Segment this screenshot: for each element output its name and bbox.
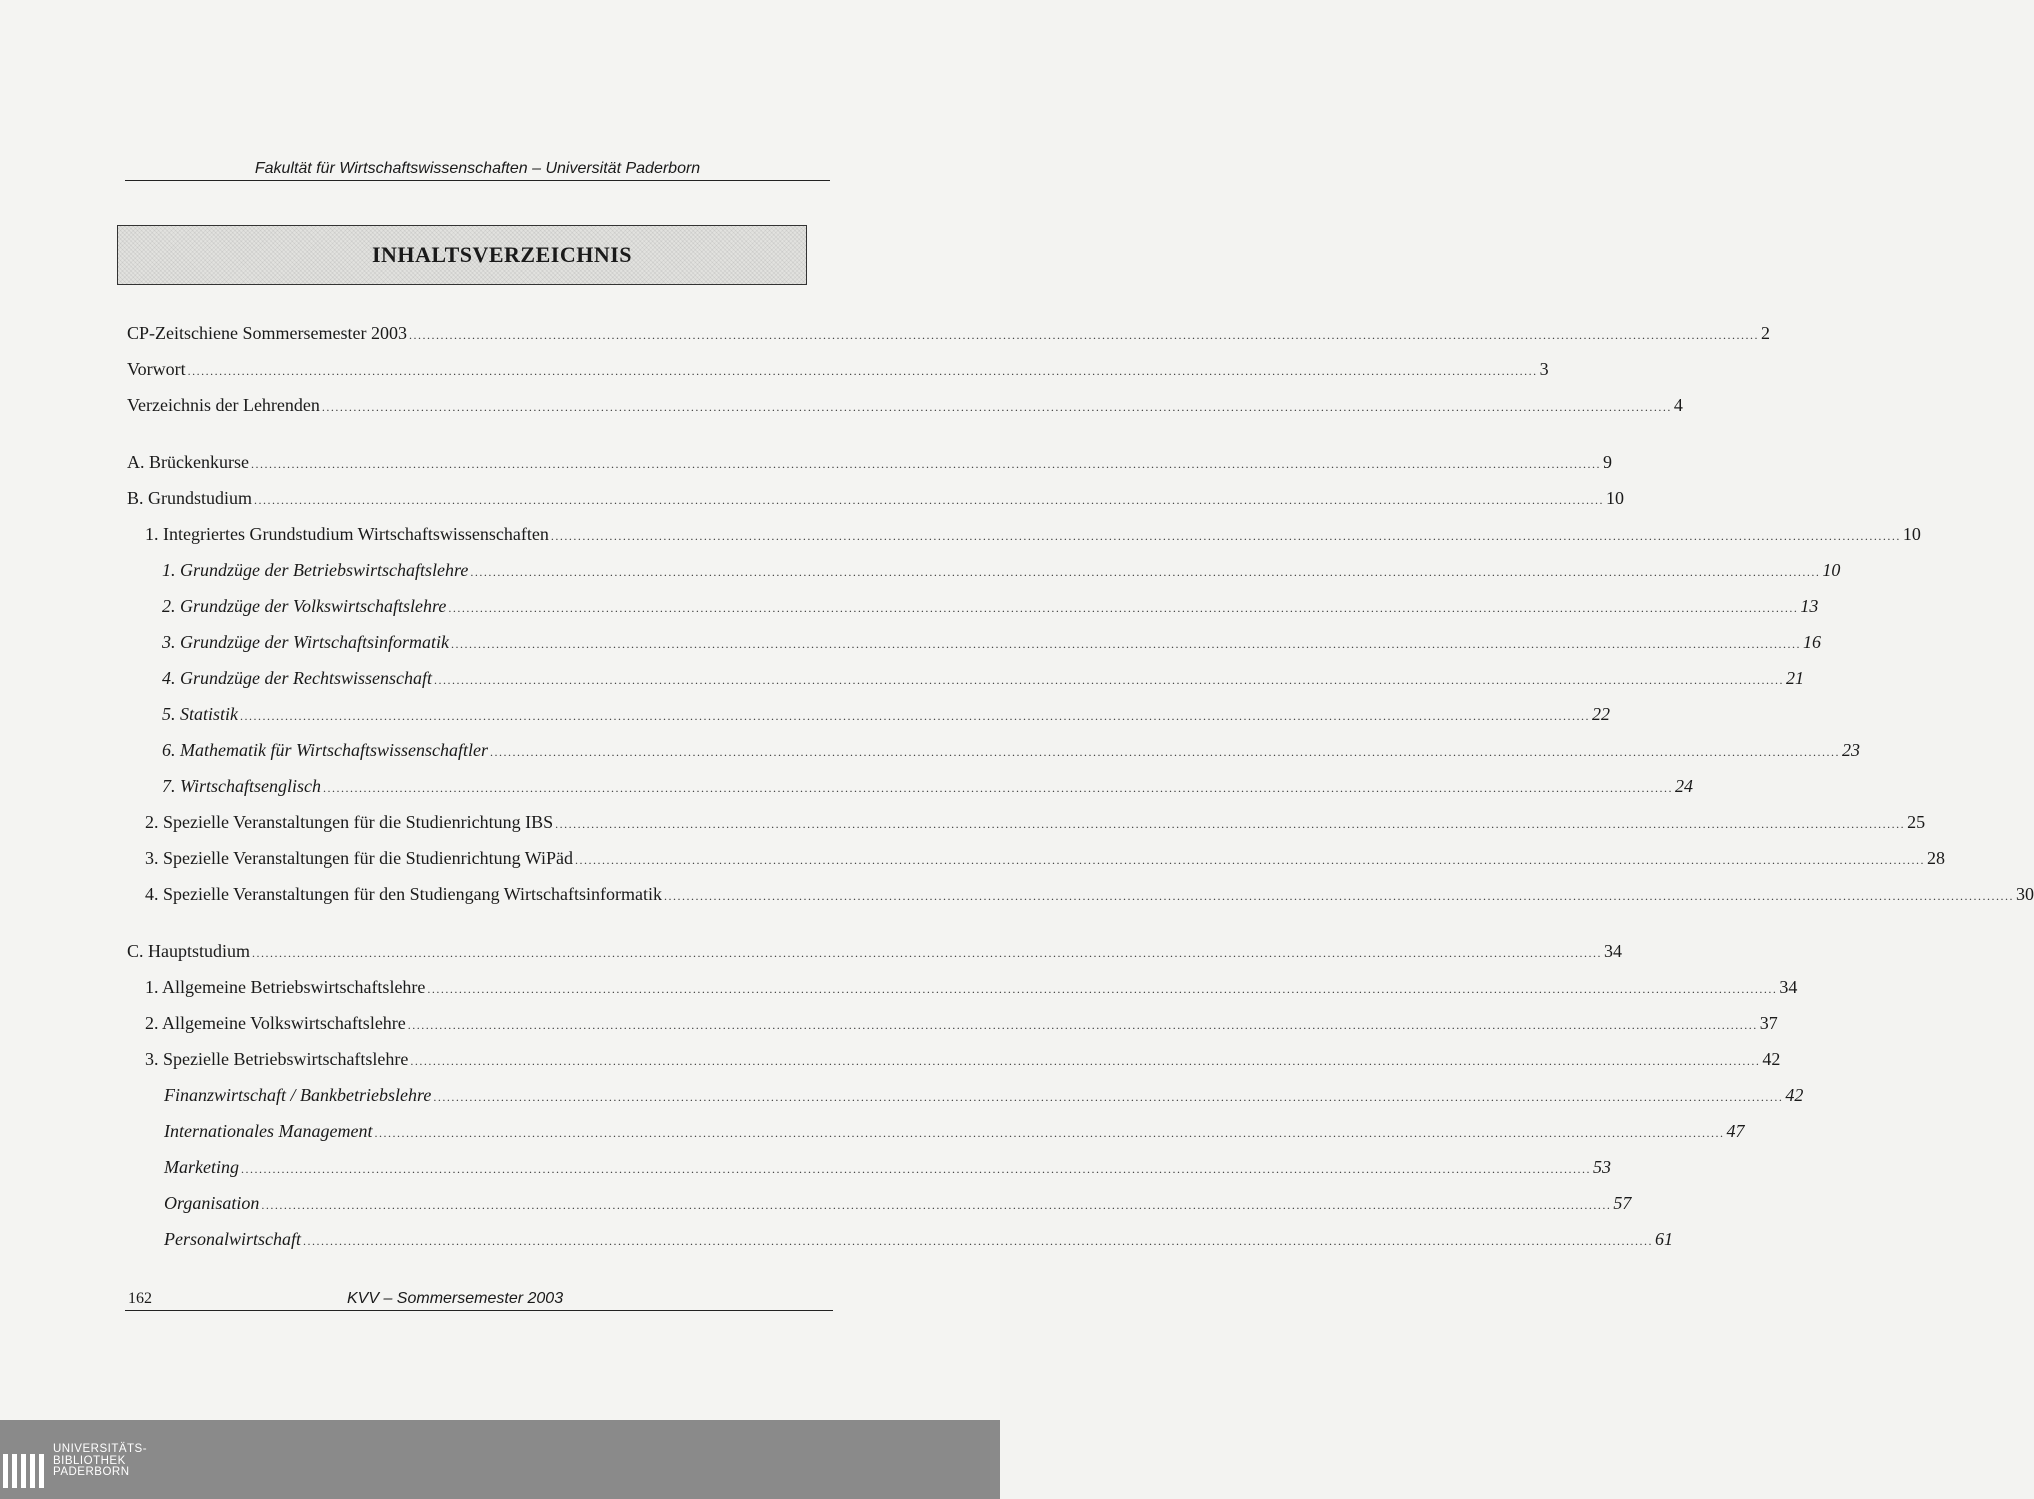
running-footer-text: KVV – Sommersemester 2003 <box>347 1290 564 1307</box>
toc-entry <box>145 1011 1778 1035</box>
toc-entry <box>162 738 1860 762</box>
toc-entry-label: 6. Mathematik für Wirtschaftswissenschaftler <box>162 740 488 760</box>
toc-entry <box>162 558 1841 582</box>
toc-entry-page: 28 <box>1927 848 1946 868</box>
library-banner <box>0 1420 1000 1499</box>
toc-entry <box>164 1155 1611 1179</box>
toc-leader-dots: ............................................................................................................................................................................................................................................................................................................ <box>448 601 1799 615</box>
toc-entry-page: 24 <box>1675 776 1693 796</box>
toc-leader-dots: ............................................................................................................................................................................................................................................................................................................ <box>240 1162 1591 1176</box>
library-name <box>53 1444 147 1479</box>
toc-entry <box>162 702 1610 726</box>
toc-entry <box>127 357 1549 381</box>
toc-entry-label: Marketing <box>164 1157 239 1177</box>
toc-entry-page: 57 <box>1613 1193 1632 1213</box>
running-header <box>125 158 830 181</box>
toc-entry-page: 22 <box>1592 704 1610 724</box>
toc-leader-dots: ............................................................................................................................................................................................................................................................................................................ <box>187 364 1538 378</box>
toc-entry-label: Personalwirtschaft <box>164 1229 302 1249</box>
toc-entry <box>145 846 1946 870</box>
toc-entry-label: 2. Spezielle Veranstaltungen für die Studienrichtung IBS <box>145 812 554 832</box>
toc-entry-label: 5. Statistik <box>162 704 238 724</box>
toc-leader-dots: ............................................................................................................................................................................................................................................................................................................ <box>490 745 1840 759</box>
toc-entry-label: 3. Grundzüge der Wirtschaftsinformatik <box>162 632 449 652</box>
toc-entry-page: 10 <box>1606 488 1625 508</box>
library-line-2: BIBLIOTHEK <box>53 1454 126 1467</box>
toc-leader-dots: ............................................................................................................................................................................................................................................................................................................ <box>433 1090 1784 1104</box>
toc-entry-page: 47 <box>1726 1121 1745 1141</box>
toc-entry <box>162 630 1821 654</box>
toc-entry <box>145 522 1921 546</box>
toc-entry-page: 4 <box>1673 395 1683 415</box>
toc-entry <box>145 810 1926 834</box>
library-logo-icon <box>3 1452 49 1494</box>
toc-leader-dots: ............................................................................................................................................................................................................................................................................................................ <box>470 565 1821 579</box>
toc-leader-dots: ............................................................................................................................................................................................................................................................................................................ <box>250 457 1601 471</box>
toc-leader-dots: ............................................................................................................................................................................................................................................................................................................ <box>663 889 2014 903</box>
toc-entry-label: 2. Allgemeine Volkswirtschaftslehre <box>145 1013 406 1033</box>
toc-entry-page: 9 <box>1602 452 1612 472</box>
toc-entry-page: 42 <box>1762 1049 1781 1069</box>
toc-leader-dots: ............................................................................................................................................................................................................................................................................................................ <box>407 1018 1758 1032</box>
toc-leader-dots: ............................................................................................................................................................................................................................................................................................................ <box>303 1234 1654 1248</box>
toc-entry-label: 1. Allgemeine Betriebswirtschaftslehre <box>145 977 426 997</box>
toc-entry-label: 3. Spezielle Veranstaltungen für die Studienrichtung WiPäd <box>145 848 574 868</box>
toc-entry <box>145 975 1798 999</box>
page-title: INHALTSVERZEICHNIS <box>371 242 633 267</box>
toc-entry-label: 4. Spezielle Veranstaltungen für den Studiengang Wirtschaftsinformatik <box>145 884 662 904</box>
toc-entry-page: 10 <box>1902 524 1921 544</box>
toc-entry-page: 34 <box>1779 977 1798 997</box>
title-box <box>117 225 807 285</box>
toc-entry-page: 13 <box>1800 596 1819 616</box>
library-line-1: UNIVERSITÄTS- <box>53 1443 148 1455</box>
toc-entry <box>162 666 1804 690</box>
toc-leader-dots: ............................................................................................................................................................................................................................................................................................................ <box>254 493 1605 507</box>
toc-entry <box>127 939 1623 963</box>
toc-entry-page: 30 <box>2015 884 2034 904</box>
toc-entry <box>164 1191 1632 1215</box>
toc-leader-dots: ............................................................................................................................................................................................................................................................................................................ <box>321 400 1672 414</box>
toc-entry <box>127 321 1770 345</box>
toc-entry-label: Internationales Management <box>164 1121 373 1141</box>
toc-leader-dots: ............................................................................................................................................................................................................................................................................................................ <box>410 1054 1761 1068</box>
page-number: 162 <box>128 1290 152 1307</box>
toc-entry-page: 16 <box>1803 632 1821 652</box>
toc-entry <box>164 1083 1804 1107</box>
toc-entry <box>162 594 1819 618</box>
toc-leader-dots: ............................................................................................................................................................................................................................................................................................................ <box>555 817 1906 831</box>
toc-entry <box>162 774 1693 798</box>
toc-entry-page: 61 <box>1655 1229 1674 1249</box>
toc-entry <box>127 486 1625 510</box>
toc-entry-label: 4. Grundzüge der Rechtswissenschaft <box>162 668 432 688</box>
toc-leader-dots: ............................................................................................................................................................................................................................................................................................................ <box>433 673 1784 687</box>
toc-leader-dots: ............................................................................................................................................................................................................................................................................................................ <box>240 709 1590 723</box>
toc-entry-label: C. Hauptstudium <box>127 941 251 961</box>
toc-entry-page: 25 <box>1907 812 1926 832</box>
toc-leader-dots: ............................................................................................................................................................................................................................................................................................................ <box>408 328 1759 342</box>
toc-entry-page: 2 <box>1760 323 1770 343</box>
toc-entry-page: 37 <box>1759 1013 1778 1033</box>
toc-leader-dots: ............................................................................................................................................................................................................................................................................................................ <box>451 637 1801 651</box>
toc-entry-label: A. Brückenkurse <box>127 452 249 472</box>
toc-leader-dots: ............................................................................................................................................................................................................................................................................................................ <box>550 529 1901 543</box>
toc-entry-label: Verzeichnis der Lehrenden <box>127 395 320 415</box>
toc-leader-dots: ............................................................................................................................................................................................................................................................................................................ <box>427 982 1778 996</box>
library-line-3: PADERBORN <box>53 1466 130 1478</box>
toc-entry-label: Finanzwirtschaft / Bankbetriebslehre <box>164 1085 432 1105</box>
toc-leader-dots: ............................................................................................................................................................................................................................................................................................................ <box>261 1198 1612 1212</box>
toc-leader-dots: ............................................................................................................................................................................................................................................................................................................ <box>575 853 1926 867</box>
toc-entry-page: 10 <box>1822 560 1841 580</box>
toc-entry-page: 23 <box>1842 740 1860 760</box>
toc-leader-dots: ............................................................................................................................................................................................................................................................................................................ <box>252 946 1603 960</box>
running-header-text: Fakultät für Wirtschaftswissenschaften – Universität Paderborn <box>254 160 701 177</box>
toc-entry-page: 3 <box>1539 359 1549 379</box>
toc-entry-label: 1. Integriertes Grundstudium Wirtschaftswissenschaften <box>145 524 549 544</box>
toc-entry <box>164 1227 1674 1251</box>
toc-entry <box>127 393 1683 417</box>
toc-entry-label: 2. Grundzüge der Volkswirtschaftslehre <box>162 596 447 616</box>
toc-entry-label: B. Grundstudium <box>127 488 253 508</box>
toc-entry-label: Vorwort <box>127 359 186 379</box>
toc-entry <box>145 882 2034 906</box>
toc-leader-dots: ............................................................................................................................................................................................................................................................................................................ <box>323 781 1673 795</box>
toc-entry-label: Organisation <box>164 1193 260 1213</box>
toc-entry-page: 42 <box>1785 1085 1804 1105</box>
toc-entry-page: 34 <box>1604 941 1623 961</box>
toc-entry-page: 53 <box>1592 1157 1611 1177</box>
toc-entry-label: 7. Wirtschaftsenglisch <box>162 776 321 796</box>
toc-entry <box>145 1047 1781 1071</box>
toc-entry-label: CP-Zeitschiene Sommersemester 2003 <box>127 323 407 343</box>
toc-entry-label: 1. Grundzüge der Betriebswirtschaftslehre <box>162 560 469 580</box>
toc-entry-page: 21 <box>1785 668 1804 688</box>
toc-entry <box>164 1119 1745 1143</box>
toc-entry <box>127 450 1612 474</box>
toc-leader-dots: ............................................................................................................................................................................................................................................................................................................ <box>374 1126 1725 1140</box>
running-footer <box>125 1288 833 1311</box>
toc-entry-label: 3. Spezielle Betriebswirtschaftslehre <box>145 1049 409 1069</box>
